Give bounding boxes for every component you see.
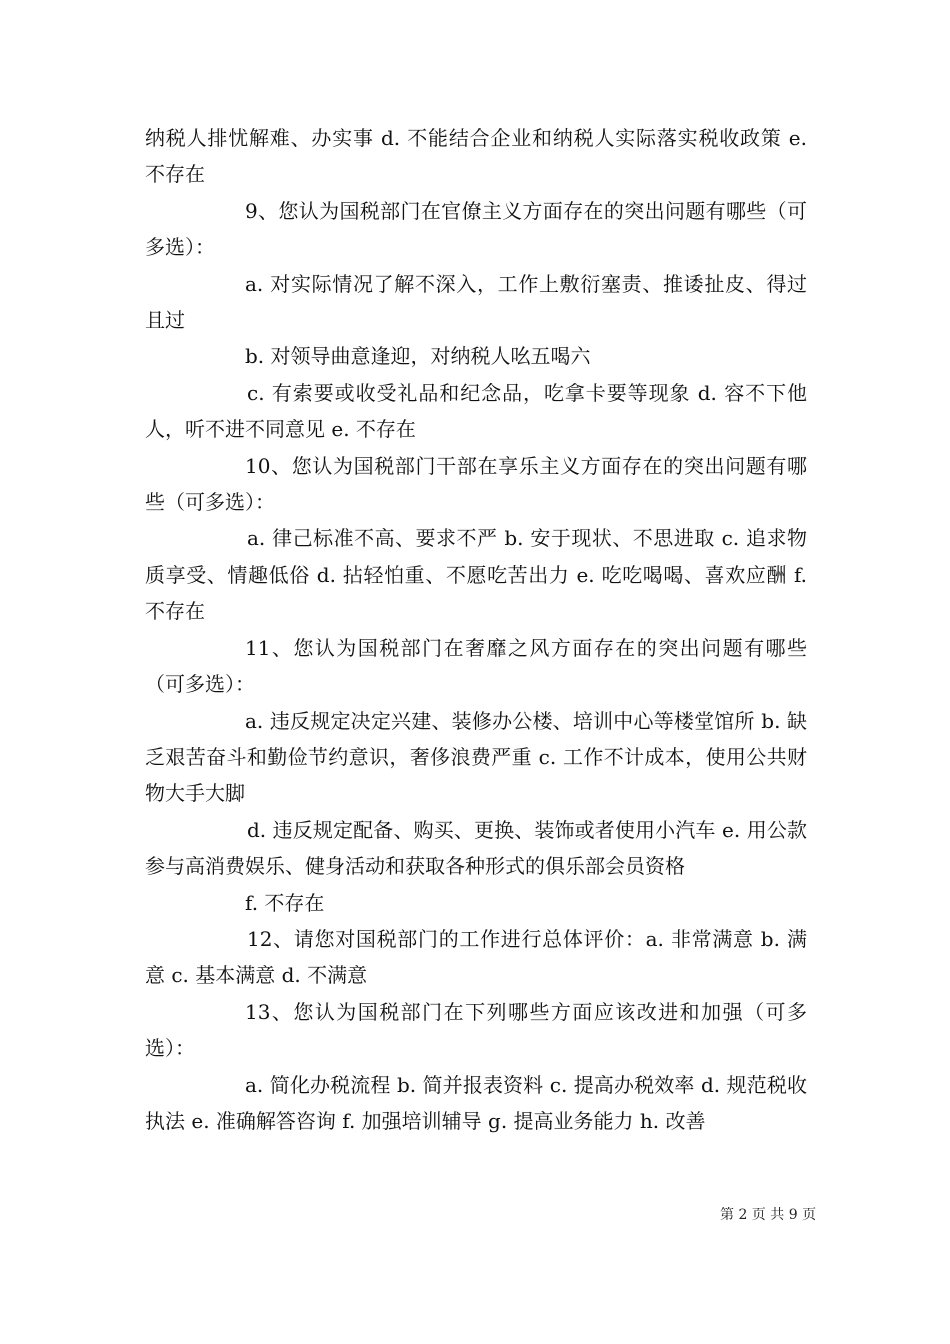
question-10: 10、您认为国税部门干部在享乐主义方面存在的突出问题有哪些（可多选）： xyxy=(145,453,807,515)
document-body xyxy=(145,120,807,1139)
question-11: 11、您认为国税部门在奢靡之风方面存在的突出问题有哪些（可多选）： xyxy=(145,635,807,697)
page-number-footer: 第 2 页 共 9 页 xyxy=(720,1207,817,1223)
question-13: 13、您认为国税部门在下列哪些方面应该改进和加强（可多选）： xyxy=(145,999,807,1061)
question-12: 12、请您对国税部门的工作进行总体评价：a. 非常满意 b. 满意 c. 基本满意 d. 不满意 xyxy=(145,926,807,988)
question-9-option-a: a. 对实际情况了解不深入，工作上敷衍塞责、推诿扯皮、得过且过 xyxy=(145,271,807,333)
question-9-options-c-e: c. 有索要或收受礼品和纪念品，吃拿卡要等现象 d. 容不下他人，听不进不同意见 e. 不存在 xyxy=(145,380,807,442)
question-11-options-a-c: a. 违反规定决定兴建、装修办公楼、培训中心等楼堂馆所 b. 缺乏艰苦奋斗和勤俭节约意识，奢侈浪费严重 c. 工作不计成本，使用公共财物大手大脚 xyxy=(145,708,807,806)
question-9: 9、您认为国税部门在官僚主义方面存在的突出问题有哪些（可多选）： xyxy=(145,198,807,260)
question-10-options: a. 律己标准不高、要求不严 b. 安于现状、不思进取 c. 追求物质享受、情趣低俗 d. 拈轻怕重、不愿吃苦出力 e. 吃吃喝喝、喜欢应酬 f. 不存在 xyxy=(145,526,807,624)
paragraph-continuation-8: 纳税人排忧解难、办实事 d. 不能结合企业和纳税人实际落实税收政策 e. 不存在 xyxy=(145,126,807,187)
question-11-option-f: f. 不存在 xyxy=(245,890,325,915)
question-11-options-d-e: d. 违反规定配备、购买、更换、装饰或者使用小汽车 e. 用公款参与高消费娱乐、健身活动和获取各种形式的俱乐部会员资格 xyxy=(145,817,807,879)
question-9-option-b: b. 对领导曲意逢迎，对纳税人吆五喝六 xyxy=(245,344,591,369)
question-13-options: a. 简化办税流程 b. 简并报表资料 c. 提高办税效率 d. 规范税收执法 e. 准确解答咨询 f. 加强培训辅导 g. 提高业务能力 h. 改善 xyxy=(145,1072,807,1133)
